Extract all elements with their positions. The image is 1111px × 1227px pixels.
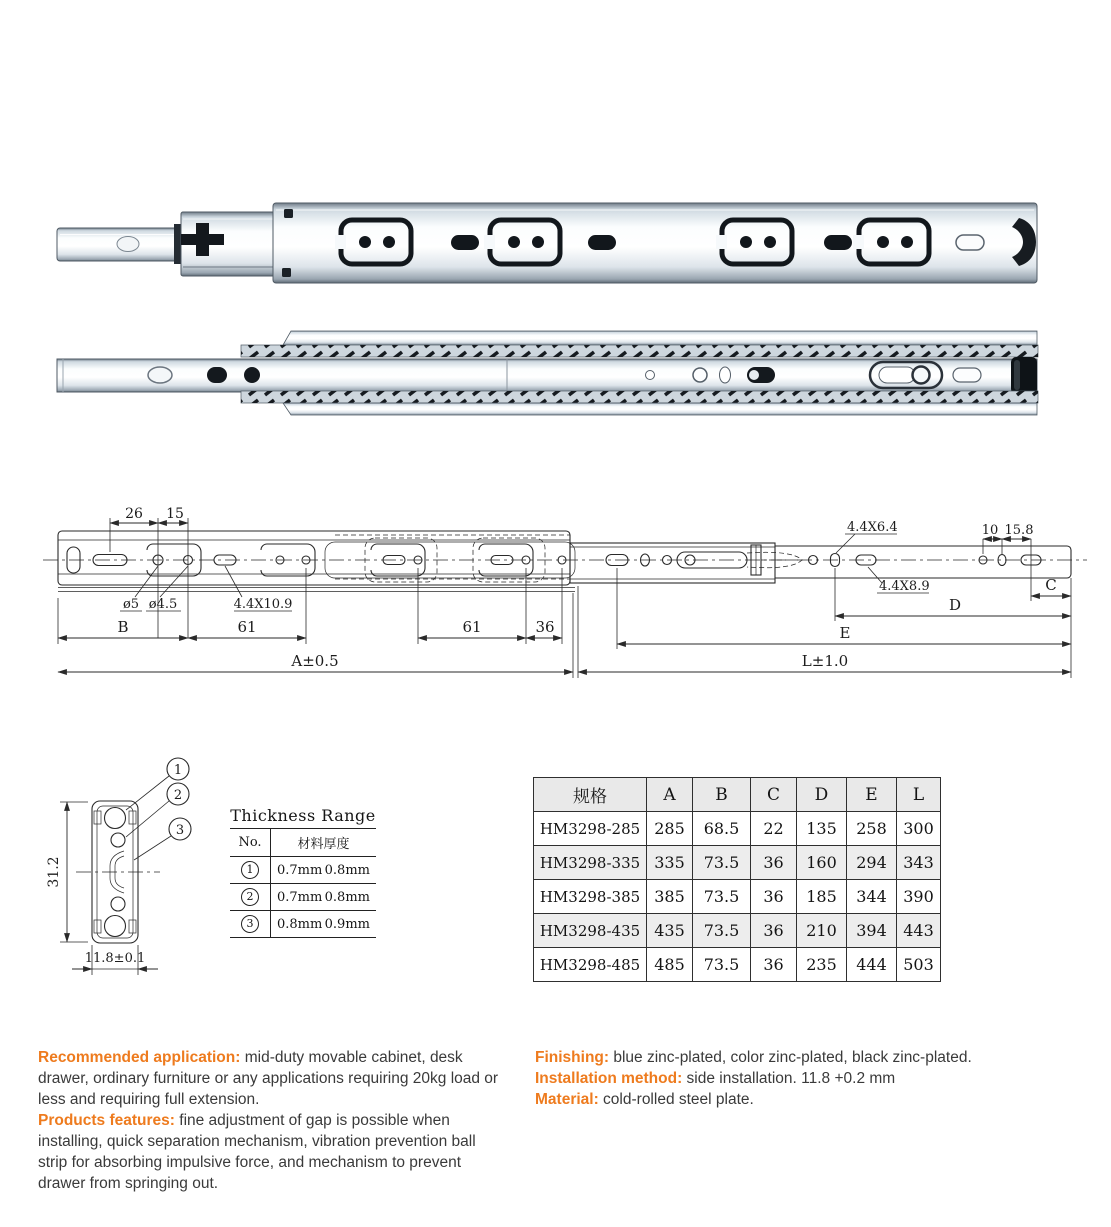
spec-row xyxy=(534,846,941,880)
dim-label-11-8: 11.8±0.1 xyxy=(84,951,146,966)
photo2-bottom-rail xyxy=(283,403,1037,415)
spec-row xyxy=(534,812,941,846)
spec-cell: 390 xyxy=(897,880,941,914)
drawing-middle-member xyxy=(570,543,775,583)
product-photo-slide-extended xyxy=(55,197,1040,289)
dim-label-15: 15 xyxy=(166,506,184,522)
dim-label-A: A±0.5 xyxy=(291,652,339,670)
note-products-features xyxy=(38,1110,508,1194)
spec-cell: 285 xyxy=(647,812,693,846)
spec-cell: 485 xyxy=(647,948,693,982)
spec-cell-model: HM3298-435 xyxy=(534,914,647,948)
spec-cell: 73.5 xyxy=(693,880,751,914)
spec-cell: 258 xyxy=(847,812,897,846)
spec-cell: 185 xyxy=(797,880,847,914)
spec-cell: 294 xyxy=(847,846,897,880)
spec-cell: 36 xyxy=(751,880,797,914)
spec-row xyxy=(534,914,941,948)
technical-drawing xyxy=(35,498,1095,683)
spec-cell: 210 xyxy=(797,914,847,948)
dim-label-D: D xyxy=(948,596,962,614)
spec-cell: 36 xyxy=(751,914,797,948)
spec-cell: 394 xyxy=(847,914,897,948)
dim-label-36: 36 xyxy=(535,618,555,636)
callout-2: 2 xyxy=(173,788,183,803)
photo1-slot xyxy=(588,235,616,250)
thickness-col-range: 材料厚度 xyxy=(271,829,377,857)
spec-cell: 73.5 xyxy=(693,846,751,880)
spec-cell-model: HM3298-485 xyxy=(534,948,647,982)
spec-cell: 160 xyxy=(797,846,847,880)
drawing-cabinet-member xyxy=(775,546,1071,578)
spec-cell-model: HM3298-335 xyxy=(534,846,647,880)
thickness-range-table xyxy=(230,806,376,938)
dim-label-B: B xyxy=(117,618,129,636)
spec-cell: 73.5 xyxy=(693,914,751,948)
spec-header: A xyxy=(647,778,693,812)
label-slot-4-4x6-4: 4.4X6.4 xyxy=(847,520,898,535)
spec-cell: 343 xyxy=(897,846,941,880)
dim-label-61a: 61 xyxy=(237,618,257,636)
note-label: Products features: xyxy=(38,1112,175,1129)
thickness-header-row xyxy=(230,829,376,857)
callout-1: 1 xyxy=(173,763,183,778)
thickness-max: 0.8mm xyxy=(324,862,370,878)
thickness-max: 0.9mm xyxy=(324,916,370,932)
spec-cell: 135 xyxy=(797,812,847,846)
thickness-min: 0.8mm xyxy=(277,916,323,932)
notes-left-column xyxy=(38,1047,508,1194)
spec-cell: 300 xyxy=(897,812,941,846)
spec-header: D xyxy=(797,778,847,812)
note-label: Installation method: xyxy=(535,1070,683,1087)
note-material xyxy=(535,1089,1095,1110)
spec-cell: 335 xyxy=(647,846,693,880)
note-installation-method xyxy=(535,1068,1095,1089)
spec-row xyxy=(534,948,941,982)
cross-section-drawing xyxy=(30,755,230,1005)
spec-cell: 443 xyxy=(897,914,941,948)
thickness-row xyxy=(230,911,376,938)
circled-number: 1 xyxy=(241,861,259,879)
spec-header: 规格 xyxy=(534,778,647,812)
photo1-slot xyxy=(451,235,479,250)
spec-cell: 36 xyxy=(751,846,797,880)
dim-label-E: E xyxy=(839,624,851,642)
spec-cell: 68.5 xyxy=(693,812,751,846)
photo1-oval-hole xyxy=(117,237,139,252)
dim-label-31-2: 31.2 xyxy=(46,856,62,888)
dim-label-61b: 61 xyxy=(462,618,482,636)
photo1-slot xyxy=(824,235,852,250)
dim-label-L: L±1.0 xyxy=(801,652,849,670)
thickness-max: 0.8mm xyxy=(324,889,370,905)
drawing-left-member xyxy=(58,531,570,585)
note-text: fine adjustment of gap is possible when installing, quick separation mechanism, vibration prevention ball strip for absorbing impulsive force, and mechanism to prevent drawer from springing out. xyxy=(38,1112,476,1192)
spec-cell: 344 xyxy=(847,880,897,914)
spec-cell: 22 xyxy=(751,812,797,846)
note-label: Material: xyxy=(535,1091,599,1108)
thickness-table-title: Thickness Range xyxy=(230,806,376,829)
spec-cell: 235 xyxy=(797,948,847,982)
photo2-top-rail xyxy=(283,331,1037,345)
spec-cell: 36 xyxy=(751,948,797,982)
note-finishing xyxy=(535,1047,1095,1068)
note-label: Finishing: xyxy=(535,1049,610,1066)
notes-right-column xyxy=(535,1047,1095,1110)
dim-label-15-8: 15.8 xyxy=(1004,523,1034,538)
spec-cell: 503 xyxy=(897,948,941,982)
spec-table xyxy=(533,777,941,982)
spec-header: E xyxy=(847,778,897,812)
thickness-row xyxy=(230,884,376,911)
callout-3: 3 xyxy=(175,823,185,838)
spec-cell: 444 xyxy=(847,948,897,982)
thickness-min: 0.7mm xyxy=(277,889,323,905)
label-slot-4-4x8-9: 4.4X8.9 xyxy=(879,579,930,594)
spec-header: L xyxy=(897,778,941,812)
thickness-col-no: No. xyxy=(230,829,271,857)
spec-cell-model: HM3298-385 xyxy=(534,880,647,914)
photo1-slot-outline xyxy=(956,235,984,250)
spec-cell-model: HM3298-285 xyxy=(534,812,647,846)
note-label: Recommended application: xyxy=(38,1049,241,1066)
circled-number: 3 xyxy=(241,915,259,933)
note-text: blue zinc-plated, color zinc-plated, black zinc-plated. xyxy=(609,1049,972,1066)
ball-bearing-top xyxy=(105,808,126,829)
spec-header: B xyxy=(693,778,751,812)
dim-label-C: C xyxy=(1045,576,1057,594)
spec-cell: 73.5 xyxy=(693,948,751,982)
dim-label-10: 10 xyxy=(981,523,999,538)
thickness-row xyxy=(230,857,376,884)
note-recommended-application xyxy=(38,1047,508,1110)
spec-cell: 435 xyxy=(647,914,693,948)
dim-label-26: 26 xyxy=(125,506,143,522)
label-dia4-5: ø4.5 xyxy=(148,597,178,612)
spec-header: C xyxy=(751,778,797,812)
label-dia5: ø5 xyxy=(122,597,140,612)
ball-bearing-bottom xyxy=(105,916,126,937)
note-text: side installation. 11.8 +0.2 mm xyxy=(682,1070,896,1087)
product-photo-slide-side xyxy=(55,325,1040,417)
thickness-min: 0.7mm xyxy=(277,862,323,878)
spec-cell: 385 xyxy=(647,880,693,914)
circled-number: 2 xyxy=(241,888,259,906)
note-text: cold-rolled steel plate. xyxy=(598,1091,754,1108)
photo2-oval-hole xyxy=(148,367,172,383)
note-text: mid-duty movable cabinet, desk drawer, ordinary furniture or any applications requiring 20kg load or less and requiring full extension. xyxy=(38,1049,499,1108)
spec-header-row xyxy=(534,778,941,812)
label-slot-4-4x10-9: 4.4X10.9 xyxy=(233,597,293,612)
spec-row xyxy=(534,880,941,914)
